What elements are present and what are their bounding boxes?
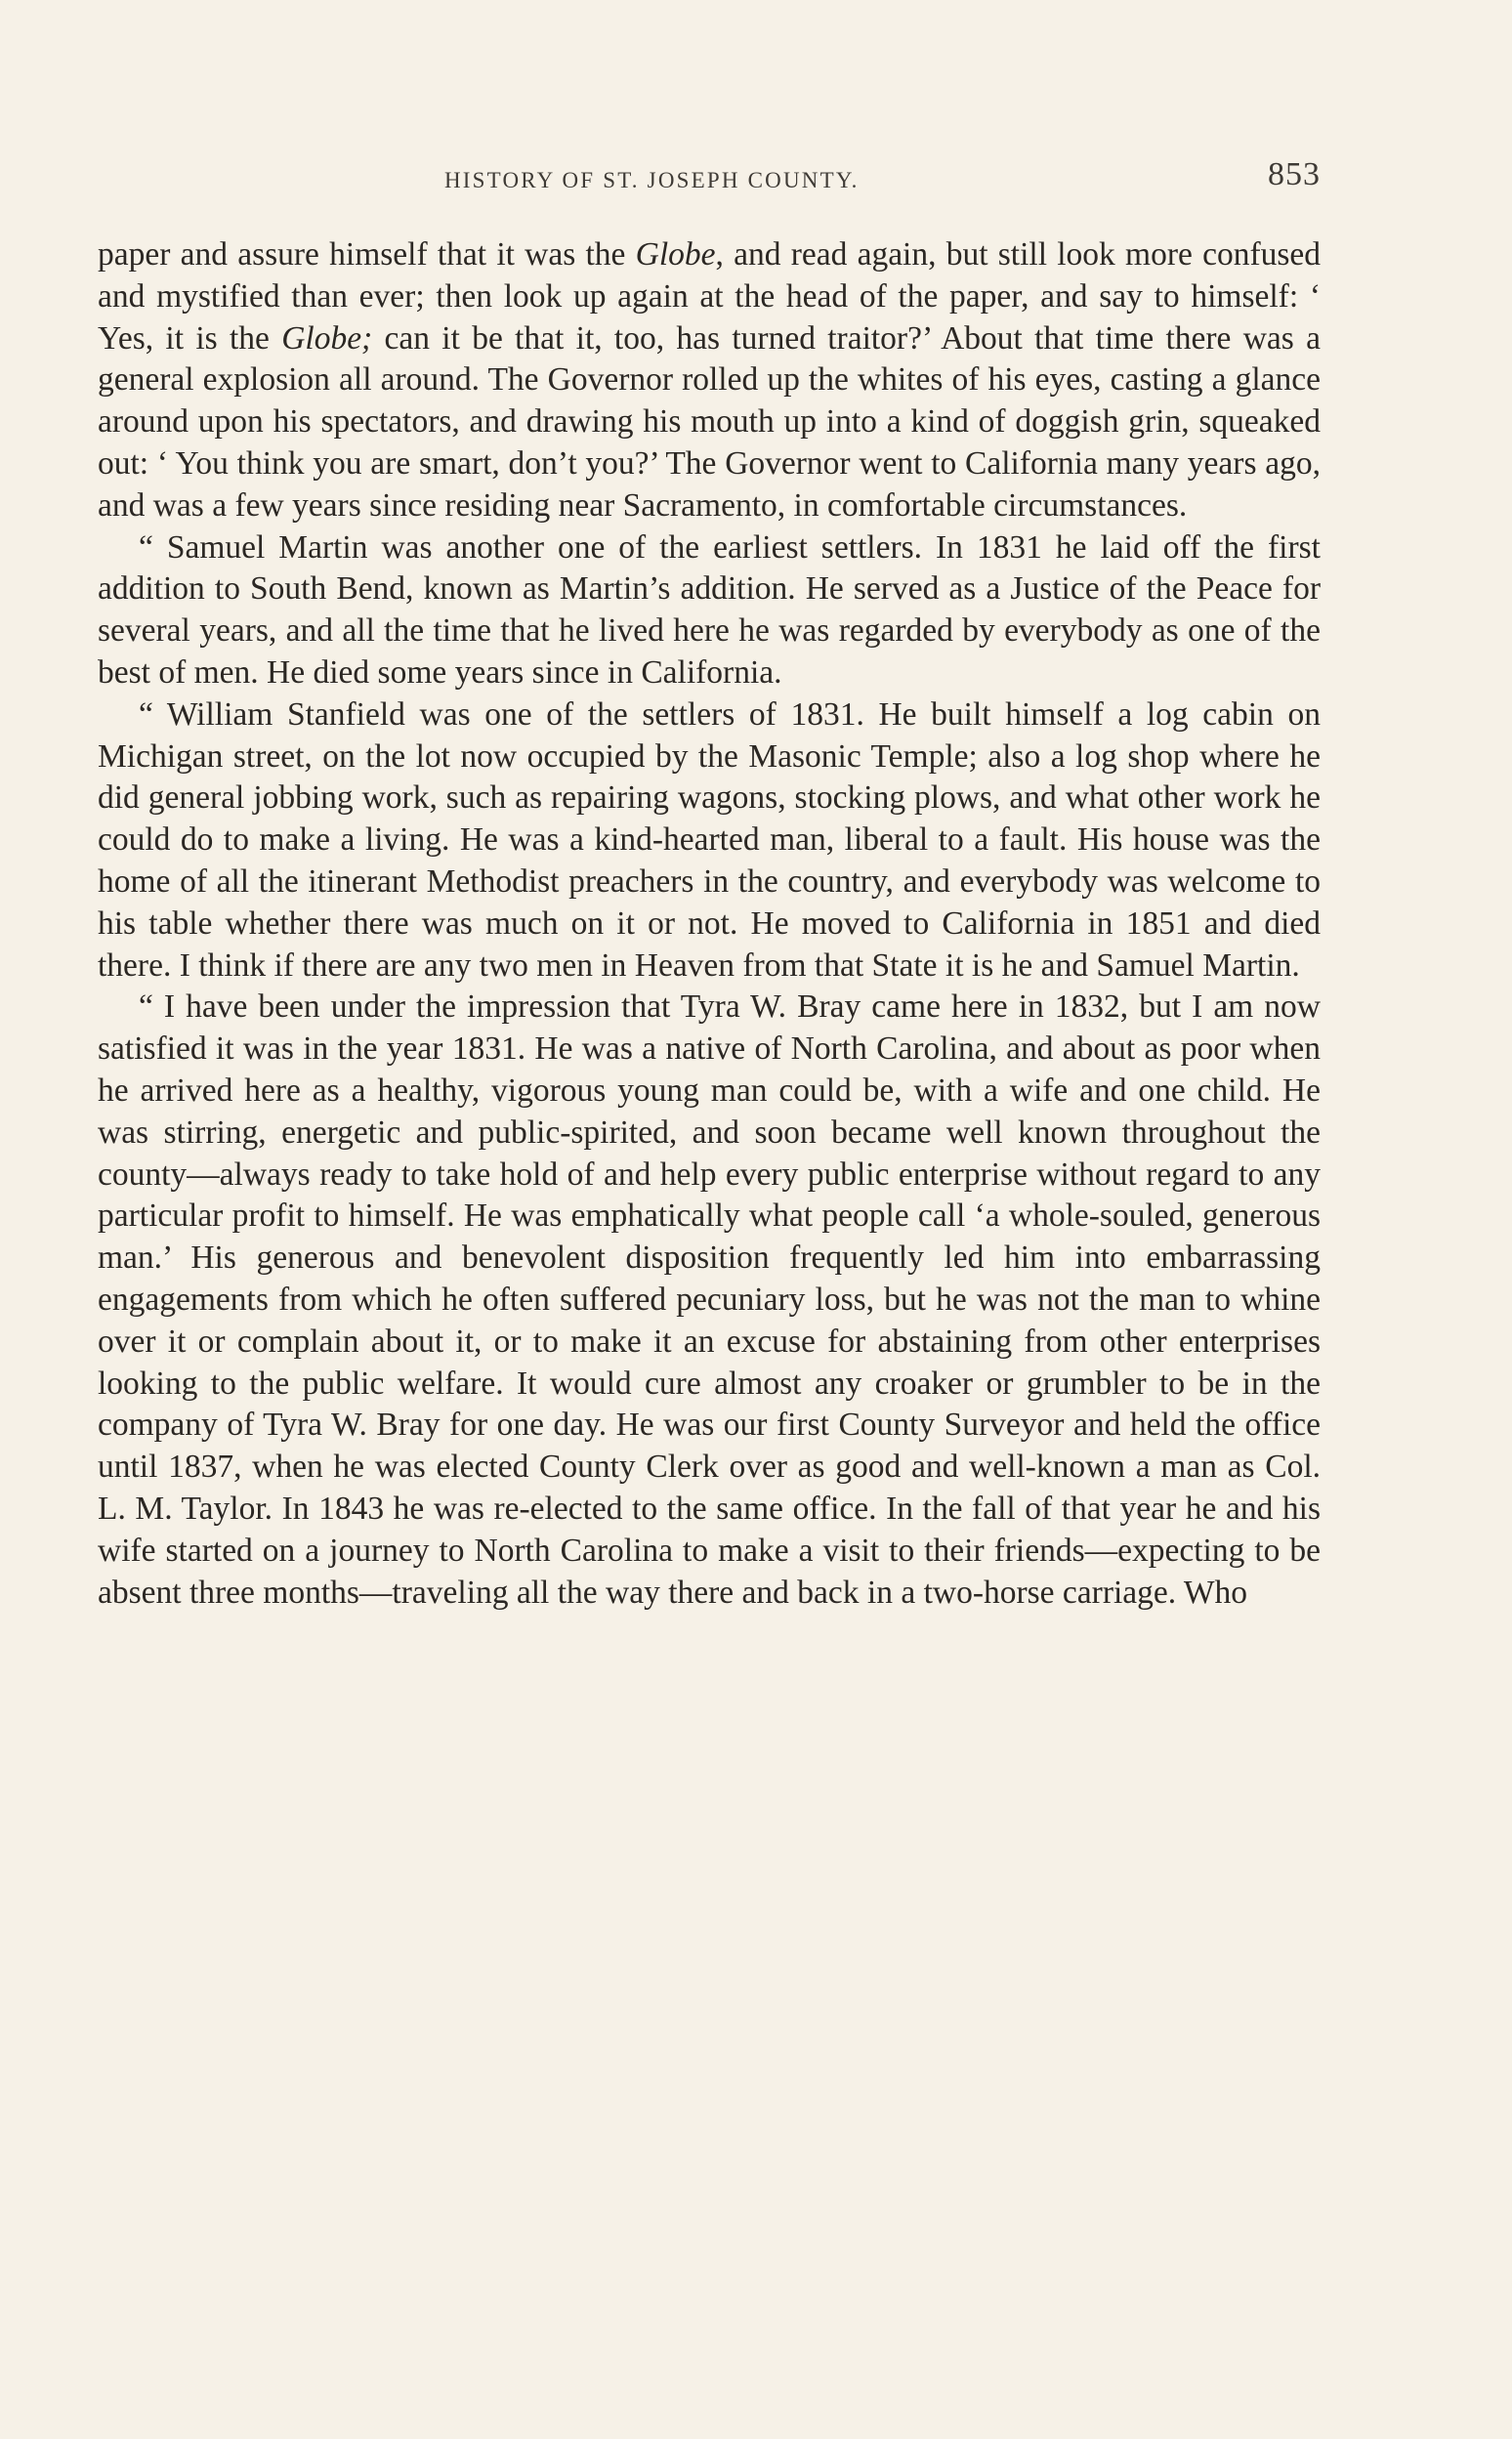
paragraph-william-stanfield: “ William Stanfield was one of the settlers of 1831. He built himself a log cabin on Michigan street, on the lot now occupied by the Masonic Temple; also a log shop where he did general jobbing work, such as repairing wagons, stocking plows, and what other work he could do to make a living. He was a kind-hearted man, liberal to a fault. His house was the home of all the itinerant Methodist preachers in the country, and everybody was welcome to his table whether there was much on it or not. He moved to California in 1851 and died there. I think if there are any two men in Heaven from that State it is he and Samuel Martin.	[98, 695, 1321, 984]
paragraph-text: , and read again, but still look more confused and mystified than ever; then look up again at the head of the paper, and say to himself: ‘ Yes, it is the	[98, 236, 1322, 357]
italic-globe: Globe;	[281, 319, 373, 357]
paragraph-samuel-martin: “ Samuel Martin was another one of the earliest settlers. In 1831 he laid off the first addition to South Bend, known as Martin’s addition. He served as a Justice of the Peace for several years, and all the time that he lived here he was regarded by everybody as one of the best of men. He died some years since in California.	[98, 528, 1321, 691]
page-header	[98, 156, 1321, 203]
paragraph-text: can it be that it, too, has turned traitor?’ About that time there was a general explosion all around. The Governor rolled up the whites of his eyes, casting a glance around upon his spectators, and drawing his mouth up into a kind of doggish grin, squeaked out: ‘ You think you are smart, don’t you?’ The Governor went to California many years ago, and was a few years since residing near Sacramento, in comfortable circumstances.	[98, 319, 1321, 524]
running-title: HISTORY OF ST. JOSEPH COUNTY.	[444, 168, 860, 192]
body-text	[98, 234, 1321, 1614]
paragraph-tyra-bray: “ I have been under the impression that Tyra W. Bray came here in 1832, but I am now satisfied it was in the year 1831. He was a native of North Carolina, and about as poor when he arrived here as a healthy, vigorous young man could be, with a wife and one child. He was stirring, energetic and public-spirited, and soon became well known throughout the county—always ready to take hold of and help every public enterprise without regard to any particular profit to himself. He was emphatically what people call ‘a whole-souled, generous man.’ His generous and benevolent disposition frequently led him into embarrassing engagements from which he often suffered pecuniary loss, but he was not the man to whine over it or complain about it, or to make it an excuse for abstaining from other enterprises looking to the public welfare. It would cure almost any croaker or grumbler to be in the company of Tyra W. Bray for one day. He was our first County Surveyor and held the office until 1837, when he was elected County Clerk over as good and well-known a man as Col. L. M. Taylor. In 1843 he was re-elected to the same office. In the fall of that year he and his wife started on a journey to North Carolina to make a visit to their friends—expecting to be absent three months—traveling all the way there and back in a two-horse carriage. Who	[98, 988, 1321, 1611]
page-number: 853	[1268, 156, 1321, 192]
italic-globe: Globe	[635, 236, 716, 273]
paragraph-text: paper and assure himself that it was the	[98, 236, 636, 273]
paragraph-globe	[98, 234, 1321, 527]
